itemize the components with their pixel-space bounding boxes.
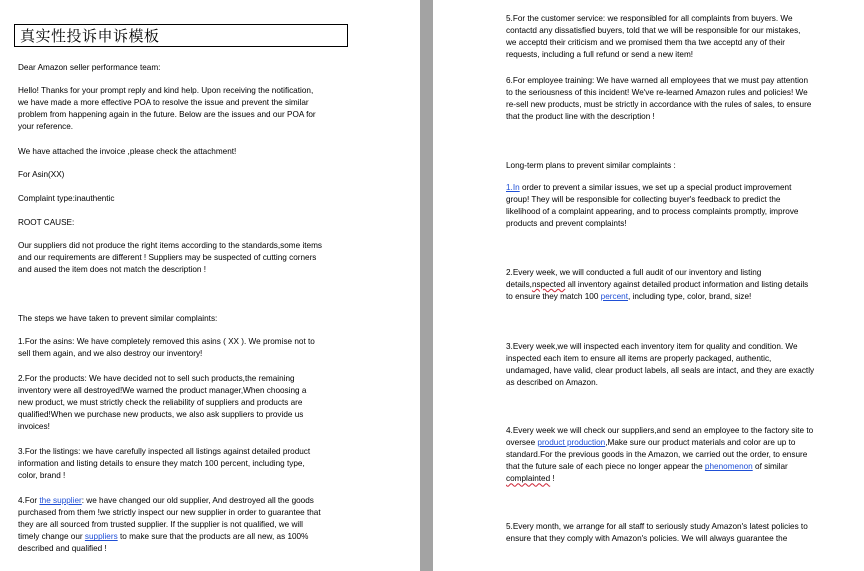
salutation[interactable]: Dear Amazon seller performance team:	[18, 63, 161, 72]
plan-1-number-link[interactable]: 1.In	[506, 183, 520, 192]
document-title[interactable]: 真实性投诉申诉模板	[20, 27, 160, 45]
document-page-right	[433, 0, 864, 571]
step-4-end: to make sure that the products are all new, as 100% described and qualified !	[18, 532, 309, 554]
step-2[interactable]: 2.For the products: We have decided not to sell such products,the remaining inventory were all destroyed!We warned the product manager,When choosing a new product, we must strictly check the reliability of suppliers and products are qualified!When we purchase new products, we also ask suppliers to provide us invoices!	[18, 374, 307, 432]
plan-2-spelling-mark: nspected	[531, 280, 566, 290]
plan-5[interactable]: 5.Every month, we arrange for all staff to seriously study Amazon's latest policies to ensure that they comply with Amazon's policies. We will always guarantee the	[506, 522, 808, 544]
plan-4-text-d: !	[550, 474, 555, 484]
longterm-heading[interactable]: Long-term plans to prevent similar complaints :	[506, 161, 676, 170]
complaint-type[interactable]: Complaint type:inauthentic	[18, 194, 115, 203]
plan-2-text-b: all inventory against detailed product information and listing details to ensure they match 100	[506, 280, 809, 302]
the-supplier-link[interactable]: the supplier	[39, 496, 82, 505]
plan-1-text: order to prevent a similar issues, we set up a special product improvement group! They will be responsible for collecting buyer's feedback to predict the likelihood of a complaint appearing, and to process complaints promptly, improve products and prevent complaints!	[506, 183, 799, 229]
plan-4-text-c: of similar	[755, 462, 788, 472]
step-4-prefix: 4.For	[18, 496, 40, 505]
page-gap	[420, 0, 433, 571]
suppliers-link[interactable]: suppliers	[84, 532, 118, 542]
step-3[interactable]: 3.For the listings: we have carefully inspected all listings against detailed product information and listing details to ensure they match 100 percent, including type, color, brand !	[18, 447, 311, 481]
plan-4-text-a: 4.Every week we will check our suppliers,and send an employee to the factory site to oversee	[506, 426, 814, 448]
attachment-note[interactable]: We have attached the invoice ,please check the attachment!	[18, 147, 237, 156]
plan-2-text-c: , including type, color, brand, size!	[627, 292, 752, 302]
plan-1[interactable]	[506, 182, 846, 230]
asin-line[interactable]: For Asin(XX)	[18, 170, 65, 179]
plan-2[interactable]	[506, 267, 846, 303]
plan-4-text-b: ,Make sure our product materials and color are up to standard.For the previous goods in the Amazon, we carried out the order, to ensure that the future sale of each piece no longer appear the	[506, 438, 808, 472]
percent-link[interactable]: percent	[600, 292, 628, 302]
plan-2-text-a: 2.Every week, we will conducted a full audit of our inventory and listing details,	[506, 268, 762, 290]
product-production-link[interactable]: product production	[537, 438, 606, 448]
step-4[interactable]	[18, 495, 358, 555]
plan-4[interactable]	[506, 425, 846, 485]
plan-3[interactable]: 3.Every week,we will inspected each inventory item for quality and condition. We inspected each item to ensure all items are properly packaged, authentic, undamaged, have valid, clear product labels, all seals are intact, and they are exactly as described on Amazon.	[506, 342, 815, 388]
step-5[interactable]: 5.For the customer service: we responsibled for all complaints from buyers. We contactd any dissatisfied buyers, told that we will be responsible for our mistakes, we acceptd their criticism and we promised them tha twe acceptd any of their requests, including a full refund or send a new item!	[506, 14, 801, 60]
root-cause-paragraph[interactable]: Our suppliers did not produce the right items according to the standards,some items and our requirements are different ! Suppliers may be suspected of cutting corners and aused the item does not match the description !	[18, 241, 323, 275]
root-cause-heading[interactable]: ROOT CAUSE:	[18, 218, 75, 227]
document-page-left	[0, 0, 420, 571]
step-1[interactable]: 1.For the asins: We have completely removed this asins ( XX ). We promise not to sell them again, and we also destroy our inventory!	[18, 337, 315, 359]
steps-heading[interactable]: The steps we have taken to prevent similar complaints:	[18, 314, 218, 323]
plan-4-spelling-mark: complainted	[506, 474, 551, 484]
phenomenon-link[interactable]: phenomenon	[704, 462, 753, 472]
step-6[interactable]: 6.For employee training: We have warned all employees that we must pay attention to the seriousness of this incident! We've re-learned Amazon rules and policies! We re-sell new products, must be strictly in accordance with the rules of sales, to ensure that the product line with the description !	[506, 76, 812, 122]
step-4-text: : we have changed our old supplier, And destroyed all the goods purchased from them !we strictly inspect our new supplier in order to guarantee that they are all sourced from trusted supplier. If the supplier is not qualified, we will timely change our	[18, 496, 321, 542]
intro-paragraph[interactable]: Hello! Thanks for your prompt reply and kind help. Upon receiving the notification, we have made a more effective POA to resolve the issue and prevent the similar problem from happening again in the future. Below are the issues and our POA for your reference.	[18, 86, 316, 132]
